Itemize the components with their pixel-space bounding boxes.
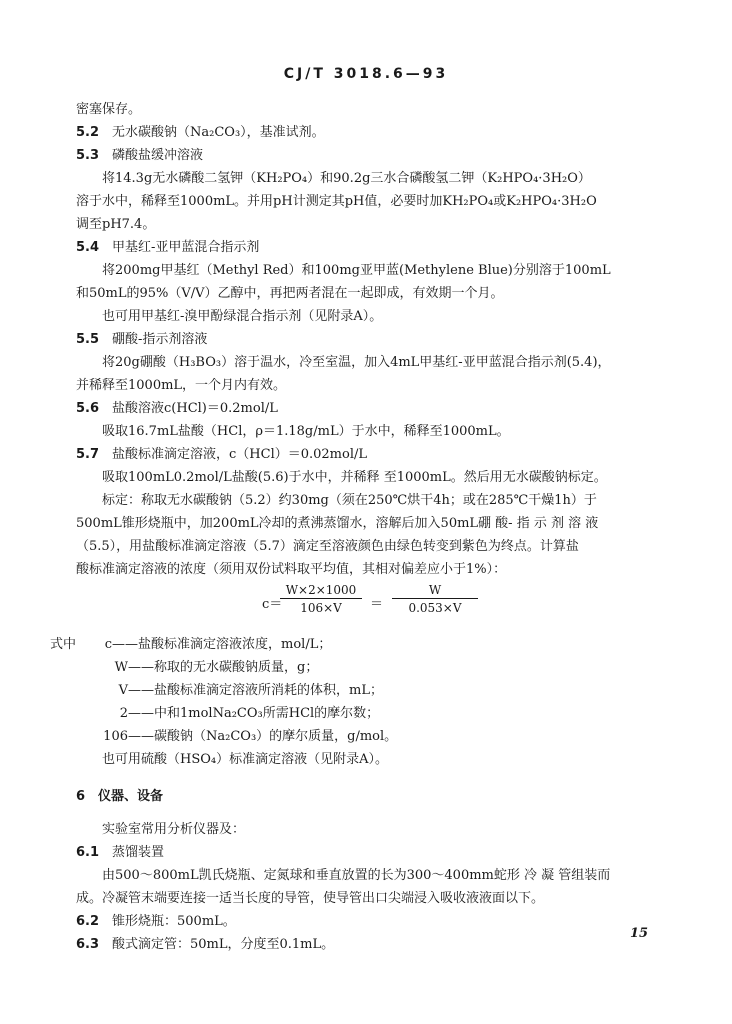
- paragraph-line: 吸取100mL0.2mol/L盐酸(5.6)于水中，并稀释 至1000mL。然后用无水碳酸钠标定。: [102, 470, 607, 485]
- document-header: CJ/T 3018.6—93: [283, 66, 449, 82]
- paragraph-line: 将200mg甲基红（Methyl Red）和100mg亚甲蓝(Methylene Blue)分别溶于100mL: [102, 263, 611, 278]
- formula-lhs: c＝: [262, 597, 283, 612]
- paragraph-line: 由500～800mL凯氏烧瓶、定氮球和垂直放置的长为300～400mm蛇形 冷 凝 管组装而: [102, 868, 611, 883]
- intro-line: 密塞保存。: [76, 102, 142, 117]
- section-5-4-heading: [76, 236, 666, 259]
- definition-line: [50, 633, 666, 656]
- formula-fraction-2: [392, 583, 478, 615]
- definition-symbol: c: [104, 637, 113, 652]
- section-5-3-heading: [76, 144, 666, 167]
- section-number: 5.7: [76, 447, 100, 462]
- page-content: [50, 98, 666, 956]
- section-title: 锥形烧瓶：500mL。: [112, 914, 236, 929]
- section-text: 无水碳酸钠（Na₂CO₃），基准试剂。: [112, 125, 325, 140]
- section-title: 甲基红-亚甲蓝混合指示剂: [112, 240, 260, 255]
- paragraph-line: 500mL锥形烧瓶中，加200mL冷却的煮沸蒸馏水，溶解后加入50mL硼 酸- 指 示 剂 溶 液: [76, 516, 599, 531]
- section-6-2: [76, 910, 666, 933]
- definition-text: ——盐酸标准滴定溶液浓度，mol/L；: [112, 637, 332, 652]
- section-number: 6.1: [76, 845, 100, 860]
- fraction-numerator: W×2×1000: [280, 583, 362, 599]
- section-number: 6.2: [76, 914, 100, 929]
- definition-symbol: 106: [103, 729, 128, 744]
- definition-line: [76, 725, 666, 748]
- section-number: 6: [76, 789, 86, 804]
- paragraph-line: （5.5），用盐酸标准滴定溶液（5.7）滴定至溶液颜色由绿色转变到紫色为终点。计算盐: [76, 539, 579, 554]
- fraction-denominator: 0.053×V: [408, 601, 462, 615]
- section-title: 盐酸溶液c(HCl)＝0.2mol/L: [112, 401, 278, 416]
- section-number: 5.4: [76, 240, 100, 255]
- definition-line: [76, 656, 666, 679]
- section-number: 6.3: [76, 937, 100, 952]
- definition-text: ——称取的无水碳酸钠质量，g；: [128, 660, 319, 675]
- definition-line: [76, 679, 666, 702]
- paragraph-line: 和50mL的95%（V/V）乙醇中，再把两者混在一起即成，有效期一个月。: [76, 286, 504, 301]
- paragraph-line: 将14.3g无水磷酸二氢钾（KH₂PO₄）和90.2g三水合磷酸氢二钾（K₂HPO₄·3H₂O）: [102, 171, 591, 186]
- section-number: 5.5: [76, 332, 100, 347]
- section-5-2: [76, 121, 666, 144]
- paragraph-line: 实验室常用分析仪器及：: [102, 822, 246, 837]
- section-title: 盐酸标准滴定溶液，c（HCl）＝0.02mol/L: [112, 447, 367, 462]
- paragraph-line: 将20g硼酸（H₃BO₃）溶于温水，冷至室温，加入4mL甲基红-亚甲蓝混合指示剂(5.4)，: [102, 355, 611, 370]
- concentration-formula: [76, 583, 666, 629]
- formula-fraction-1: [280, 583, 362, 615]
- paragraph-line: 标定：称取无水碳酸钠（5.2）约30mg（须在250℃烘干4h；或在285℃干燥1h）于: [102, 493, 597, 508]
- fraction-numerator: W: [392, 583, 478, 599]
- paragraph-line: 成。冷凝管末端要连接一适当长度的导管，使导管出口尖端浸入吸收液液面以下。: [76, 891, 545, 906]
- definition-symbol: 2: [119, 706, 128, 721]
- paragraph-line: 也可用甲基红-溴甲酚绿混合指示剂（见附录A）。: [102, 309, 383, 324]
- paragraph-line: 吸取16.7mL盐酸（HCl，ρ＝1.18g/mL）于水中，稀释至1000mL。: [102, 424, 510, 439]
- paragraph-line: 溶于水中，稀释至1000mL。并用pH计测定其pH值，必要时加KH₂PO₄或K₂HPO₄·3H₂O: [76, 194, 597, 209]
- variable-definitions: [50, 633, 666, 771]
- section-6-heading: [76, 785, 666, 808]
- definition-symbol: W: [114, 660, 128, 675]
- section-title: 磷酸盐缓冲溶液: [112, 148, 204, 163]
- formula-equals: ＝: [370, 597, 384, 612]
- definition-line: [76, 702, 666, 725]
- definition-symbol: V: [118, 683, 128, 698]
- paragraph-line: 调至pH7.4。: [76, 217, 156, 232]
- section-title: 蒸馏装置: [112, 845, 165, 860]
- page-number: 15: [630, 926, 649, 941]
- section-title: 硼酸-指示剂溶液: [112, 332, 208, 347]
- paragraph-line: 并稀释至1000mL，一个月内有效。: [76, 378, 287, 393]
- section-number: 5.2: [76, 125, 100, 140]
- paragraph-line: 酸标准滴定溶液的浓度（须用双份试料取平均值，其相对偏差应小于1%）：: [76, 562, 507, 577]
- definition-note: 也可用硫酸（HSO₄）标准滴定溶液（见附录A）。: [102, 752, 389, 767]
- section-6-1-heading: [76, 841, 666, 864]
- definition-text: ——中和1molNa₂CO₃所需HCl的摩尔数；: [128, 706, 380, 721]
- section-5-7-heading: [76, 443, 666, 466]
- section-number: 5.3: [76, 148, 100, 163]
- where-label: 式中: [50, 637, 77, 652]
- definition-text: ——盐酸标准滴定溶液所消耗的体积，mL；: [128, 683, 383, 698]
- section-6-3: [76, 933, 666, 956]
- section-title: 仪器、设备: [98, 789, 164, 804]
- section-5-6-heading: [76, 397, 666, 420]
- section-title: 酸式滴定管：50mL，分度至0.1mL。: [112, 937, 335, 952]
- fraction-denominator: 106×V: [300, 601, 342, 615]
- section-5-5-heading: [76, 328, 666, 351]
- definition-text: ——碳酸钠（Na₂CO₃）的摩尔质量，g/mol。: [128, 729, 398, 744]
- section-number: 5.6: [76, 401, 100, 416]
